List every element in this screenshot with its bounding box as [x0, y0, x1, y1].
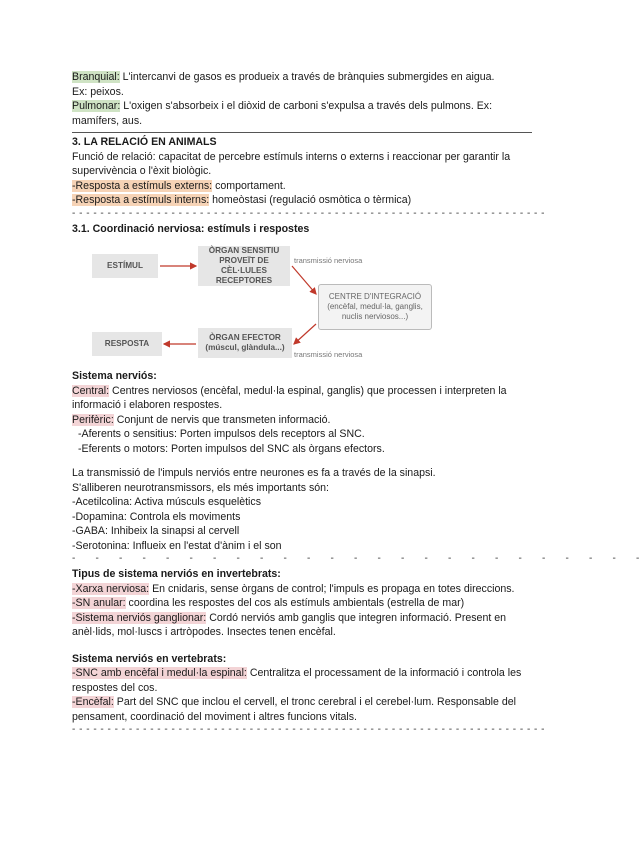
- anular-term: -SN anular:: [72, 597, 126, 609]
- vertebrats-title: Sistema nerviós en vertebrats:: [72, 652, 227, 665]
- estimul-label: ESTÍMUL: [107, 261, 143, 270]
- arrow-sensor-to-centre: [292, 266, 316, 294]
- neurotransmitter-item: -GABA: Inhibeix la sinapsi al cervell: [72, 525, 240, 537]
- transmission-label-bottom: transmissió nerviosa: [294, 350, 363, 359]
- branquial-term: Branquial:: [72, 71, 120, 83]
- pulmonar-paragraph: [72, 99, 532, 128]
- branquial-text: L'intercanvi de gasos es produeix a través de brànquies submergides en aigua.: [119, 71, 495, 83]
- external-response-text: comportament.: [212, 179, 286, 192]
- relacio-definition: Funció de relació: capacitat de percebre estímuls interns o externs i reaccionar per garantir la supervivència o l'èxit biològic.: [72, 150, 511, 177]
- dashed-divider: - - - - - - - - - - - - - - - - - - - - - - - - -: [72, 553, 640, 564]
- periferic-text: Conjunt de nervis que transmeten informació.: [113, 413, 331, 426]
- transmission-label-top: transmissió nerviosa: [294, 256, 363, 265]
- neurotransmitter-item: -Serotonina: Influeix en l'estat d'ànim i el son: [72, 539, 282, 552]
- pulmonar-text: L'oxigen s'absorbeix i el diòxid de carboni s'expulsa a través dels pulmons. Ex: mamífers, aus.: [72, 100, 493, 127]
- central-text: Centres nerviosos (encèfal, medul·la espinal, ganglis) que processen i interpreten la informació i elaboren respostes.: [72, 384, 507, 411]
- ganglionar-text: Cordó nerviós amb ganglis que integren informació. Present en anèl·lids, mol·luscs i artròpodes. Insectes tenen encèfal.: [72, 611, 506, 638]
- ganglionar-paragraph: [72, 611, 532, 640]
- effector-organ-box: [198, 328, 292, 358]
- section-divider: [72, 132, 532, 133]
- branquial-example: Ex: peixos.: [72, 85, 124, 98]
- internal-response-term: -Resposta a estímuls interns:: [72, 194, 210, 206]
- xarxa-text: En cnidaris, sense òrgans de control; l'impuls es propaga en totes direccions.: [149, 582, 515, 595]
- periferic-term: Perifèric:: [72, 413, 114, 426]
- section-3-title: 3. LA RELACIÓ EN ANIMALS: [72, 136, 217, 148]
- anular-paragraph: [72, 596, 532, 611]
- sensor-organ-box: [198, 246, 290, 286]
- snc-text: Centralitza el processament de la informació i controla les respostes del cos.: [72, 667, 522, 694]
- xarxa-term: -Xarxa nerviosa:: [72, 582, 150, 595]
- sinapsi-line-2: S'alliberen neurotransmissors, els més importants són:: [72, 481, 329, 494]
- arrow-centre-to-effector: [294, 324, 316, 344]
- nervous-coordination-diagram: [72, 244, 532, 359]
- aferents-item: -Aferents o sensitius: Porten impulsos dels receptors al SNC.: [78, 428, 365, 440]
- central-term: Central:: [72, 384, 110, 397]
- eferents-item: -Eferents o motors: Porten impulsos del SNC als òrgans efectors.: [78, 442, 385, 455]
- dashed-divider: - - - - - - - - - - - - - - - - - - - - - - - - - - - - - - - - - - - - - - - - - - - - - - - - - - - - - - - - - - - - - - - - - - -: [72, 207, 545, 219]
- invertebrats-title: Tipus de sistema nerviós en invertebrats:: [72, 568, 281, 580]
- central-paragraph: [72, 384, 532, 413]
- encefal-term: -Encèfal:: [72, 696, 114, 708]
- estimul-box: [92, 254, 158, 278]
- dashed-divider: - - - - - - - - - - - - - - - - - - - - - - - - - - - - - - - - - - - - - - - - - - - - - - - - - - - - - - - - - - - - - - - - - - -: [72, 724, 545, 735]
- sistema-nervios-title: Sistema nerviós:: [72, 370, 157, 382]
- resposta-box: [92, 332, 162, 356]
- encefal-paragraph: [72, 695, 532, 724]
- resposta-label: RESPOSTA: [104, 339, 150, 348]
- effector-organ-label: ÒRGAN EFECTOR (múscul, glàndula...): [205, 333, 285, 352]
- external-response-term: -Resposta a estímuls externs:: [72, 179, 213, 192]
- integration-centre-label: CENTRE D'INTEGRACIÓ (encèfal, medul·la, ganglis, nuclis nerviosos...): [327, 292, 423, 321]
- document-page: [72, 70, 640, 736]
- integration-centre-box: [318, 284, 432, 330]
- anular-text: coordina les respostes del cos als estímuls ambientals (estrella de mar): [125, 597, 465, 609]
- pulmonar-term: Pulmonar:: [72, 100, 121, 112]
- section-3-1-title: 3.1. Coordinació nerviosa: estímuls i respostes: [72, 222, 310, 235]
- snc-term: -SNC amb encèfal i medul·la espinal:: [72, 667, 247, 679]
- sensor-organ-label: ÒRGAN SENSITIU PROVEÏT DE CÈL·LULES RECEPTORES: [208, 246, 280, 285]
- xarxa-paragraph: [72, 582, 532, 597]
- branquial-paragraph: [72, 70, 532, 85]
- periferic-paragraph: [72, 413, 532, 428]
- encefal-text: Part del SNC que inclou el cervell, el tronc cerebral i el cerebel·lum. Responsable del pensament, coordinació del moviment i altres funcions vitals.: [72, 696, 516, 723]
- external-response: [72, 179, 532, 194]
- neurotransmitter-item: -Acetilcolina: Activa músculs esquelètics: [72, 496, 262, 508]
- internal-response: [72, 193, 532, 208]
- snc-paragraph: [72, 666, 532, 695]
- neurotransmitter-item: -Dopamina: Controla els moviments: [72, 510, 241, 523]
- sinapsi-line-1: La transmissió de l'impuls nerviós entre neurones es fa a través de la sinapsi.: [72, 467, 436, 479]
- internal-response-text: homeòstasi (regulació osmòtica o tèrmica): [209, 194, 412, 206]
- ganglionar-term: -Sistema nerviós ganglionar:: [72, 611, 207, 624]
